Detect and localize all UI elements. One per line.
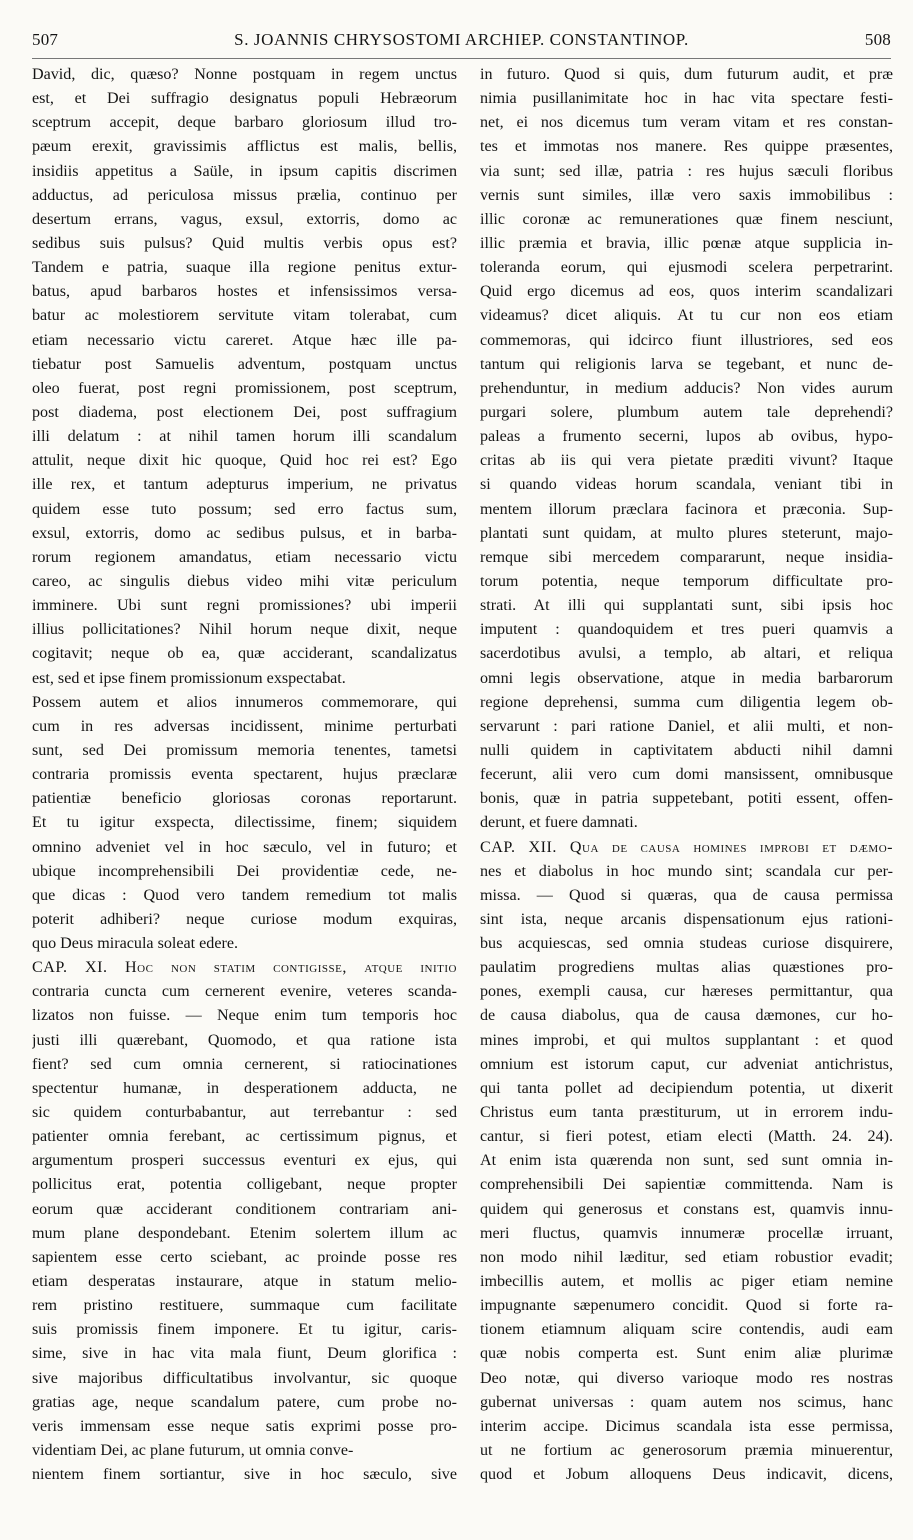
- text-line: videamus? dicet aliquis. At tu cur non eos etiam: [480, 307, 893, 325]
- text-line: critas ab iis qui vera pietate præditi vivunt? Itaque: [480, 452, 893, 470]
- text-line: David, dic, quæso? Nonne postquam in regem unctus: [32, 66, 457, 83]
- text-line: attulit, neque dixit hic quoque, Quid hoc rei est? Ego: [32, 452, 457, 470]
- text-line: illi delatum : at nihil tamen horum illi scandalum: [32, 428, 457, 446]
- text-line: fecerunt, alii vero cum domi mansissent, omnibusque: [480, 766, 893, 784]
- text-line: suis promissis finem imponere. Et tu igitur, caris-: [32, 1321, 457, 1339]
- text-line: rorum regionem amandatus, etiam necessario victu: [32, 548, 457, 566]
- text-line: imputent : quandoquidem et tres pueri quamvis a: [480, 621, 893, 639]
- text-line: si quando videas horum scandala, veniant tibi in: [480, 476, 893, 494]
- header-rule: [32, 58, 891, 59]
- text-line: imminere. Ubi sunt regni promissiones? ubi imperii: [32, 597, 457, 615]
- text-line: Christus eum tanta præstiturum, ut in errorem indu-: [480, 1104, 893, 1122]
- text-line: careo, ac singulis diebus video mihi vitæ periculum: [32, 572, 457, 590]
- text-line: paleas a frumento secerni, lupos ab ovibus, hypo-: [480, 428, 893, 446]
- text-line: torum potentia, neque temporum difficultate pro-: [480, 572, 893, 590]
- text-line: pollicitus erat, potentia colligebant, neque propter: [32, 1176, 457, 1194]
- text-line: paulatim progrediens multas alias quæstiones pro-: [480, 959, 893, 977]
- text-line: purgari solere, plumbum autem tale deprehendi?: [480, 403, 893, 421]
- text-line: omnino adveniet vel in hoc sæculo, vel in futuro; et: [32, 838, 457, 856]
- text-line: missa. — Quod si quæras, qua de causa permissa: [480, 886, 893, 904]
- text-line: gubernat universas : quam autem nos scimus, hanc: [480, 1393, 893, 1411]
- text-line: nulli quidem in captivitatem abducti nihil damni: [480, 741, 893, 759]
- page-number-left: 507: [32, 30, 59, 49]
- text-line: quo Deus miracula soleat edere.: [32, 935, 239, 953]
- text-line: interim accipe. Dicimus scandala ista esse permissa,: [480, 1417, 893, 1435]
- text-line: illic præmia et bravia, illic pœnæ atque supplicia in-: [480, 234, 893, 252]
- text-line: sive majoribus difficultatibus involvantur, sic quoque: [32, 1369, 457, 1387]
- text-line: in futuro. Quod si quis, dum futurum audit, et præ: [480, 66, 893, 83]
- text-line: toleranda eorum, qui ejusmodi scelera perpetrarint.: [480, 259, 893, 277]
- text-line: illic coronæ ac remunerationes quæ finem nesciunt,: [480, 210, 893, 228]
- text-line: Et tu igitur exspecta, dilectissime, finem; siquidem: [32, 814, 457, 832]
- text-line: rem pristino restituere, summaque cum facilitate: [32, 1297, 457, 1315]
- text-line: via sunt; sed illæ, patria : res hujus sæculi floribus: [480, 162, 893, 180]
- text-line: pones, exempli causa, cur hæreses permittantur, qua: [480, 983, 893, 1001]
- text-line: sacerdotibus avulsi, a templo, ab altari, et reliqua: [480, 645, 893, 663]
- running-title: S. JOANNIS CHRYSOSTOMI ARCHIEP. CONSTANTINOP.: [234, 30, 689, 49]
- text-line: Quid ergo dicemus ad eos, quos interim scandalizari: [480, 283, 893, 301]
- text-line: mentem illorum præclara facinora et præconia. Sup-: [480, 500, 893, 518]
- text-line: adductus, ad periculosa missus prælia, continuo per: [32, 186, 457, 204]
- text-line: prehenduntur, in medium adducis? Non vides aurum: [480, 379, 893, 397]
- text-line: de causa diabolus, qua de causa dæmones, cur ho-: [480, 1007, 893, 1025]
- text-line: remque sibi mercedem compararunt, neque insidia-: [480, 548, 893, 566]
- text-line: fient? sed cum omnia cernerent, si ratiocinationes: [32, 1055, 457, 1073]
- text-line: ubique incomprehensibili Dei providentiæ cede, ne-: [32, 862, 457, 880]
- text-line: bus acquiescas, sed omnia studeas curiose disquirere,: [480, 935, 893, 953]
- text-line: pæum erexit, gravissimis afflictus est malis, bellis,: [32, 138, 457, 156]
- text-line: imbecillis autem, et mollis ac piger etiam nemine: [480, 1273, 893, 1291]
- text-line: videntiam Dei, ac plane futurum, ut omnia conve-: [32, 1442, 354, 1460]
- text-line: meri fluctus, quamvis innumeræ procellæ irruant,: [480, 1224, 893, 1242]
- page-header: [32, 30, 891, 58]
- text-line: ille rex, et tantum adepturus imperium, ne privatus: [32, 476, 457, 494]
- text-line: commemoras, qui idcirco fiunt illustriores, sed eos: [480, 331, 893, 349]
- text-line: non modo nihil læditur, sed etiam robustior evadit;: [480, 1248, 893, 1266]
- text-line: plantati sunt quidam, at multo plures steterunt, majo-: [480, 524, 893, 542]
- text-line: nimia pusillanimitate hoc in hac vita spectare festi-: [480, 90, 893, 108]
- text-line: eorum quæ acciderant conditionem contrariam ani-: [32, 1200, 457, 1218]
- text-line: quidem esse tuto possum; sed erro factus sum,: [32, 500, 457, 518]
- text-line: etiam necessario victu careret. Atque hæc ille pa-: [32, 331, 457, 349]
- text-line: bonis, quæ in patria suppetebant, potiti essent, offen-: [480, 790, 893, 808]
- text-line: CAP. XI. Hoc non statim contigisse, atque initio: [32, 959, 457, 977]
- text-line: omnium est istorum caput, cur adveniat antichristus,: [480, 1055, 893, 1073]
- text-line: Deo notæ, qui diverso varioque modo res nostras: [480, 1369, 893, 1387]
- text-line: strati. At illi qui supplantati sunt, sibi ipsis hoc: [480, 597, 893, 615]
- text-line: quidem qui generosus et constans est, quamvis innu-: [480, 1200, 893, 1218]
- text-line: derunt, et fuere damnati.: [480, 814, 638, 832]
- text-line: tionem etiamnum aliquam scire contendis, audi eam: [480, 1321, 893, 1339]
- text-line: post diadema, post electionem Dei, post suffragium: [32, 403, 457, 421]
- text-line: cantur, si fieri potest, etiam electi (Matth. 24. 24).: [480, 1128, 893, 1146]
- text-line: regione deprehensi, summa cum diligentia legem ob-: [480, 693, 893, 711]
- text-line: quæ nobis comperta est. Sunt enim aliæ plurimæ: [480, 1345, 893, 1363]
- text-line: qui tanta pollet ad decipiendum potentia, ut dixerit: [480, 1079, 893, 1097]
- text-line: contraria promissis eventa spectarent, hujus præclaræ: [32, 766, 457, 784]
- text-line: At enim ista quærenda non sunt, sed sunt omnia in-: [480, 1152, 893, 1170]
- text-line: patienter omnia ferebant, ac certissimum pignus, et: [32, 1128, 457, 1146]
- text-line: comprehensibili Dei sapientiæ committenda. Nam is: [480, 1176, 893, 1194]
- text-line: batus, apud barbaros hostes et infensissimos versa-: [32, 283, 457, 301]
- text-line: nientem finem sortiantur, sive in hoc sæculo, sive: [32, 1466, 457, 1484]
- text-line: ut ne fortium ac generosorum præmia minuerentur,: [480, 1442, 893, 1460]
- text-line: patientiæ beneficio gloriosas coronas reportarunt.: [32, 790, 457, 808]
- text-line: net, ei nos dicemus tum veram vitam et res constan-: [480, 114, 893, 132]
- text-line: sapientem esse certo sciebant, ac proinde posse res: [32, 1248, 457, 1266]
- text-line: batur ac molestiorem servitute vitam tolerabat, cum: [32, 307, 457, 325]
- text-line: sint ista, neque arcanis dispensationum ejus rationi-: [480, 910, 893, 928]
- text-line: impugnante sæpenumero concidit. Quod si forte ra-: [480, 1297, 893, 1315]
- text-line: vernis sunt similes, illæ vero saxis immobilibus :: [480, 186, 893, 204]
- text-line: est, et Dei suffragio designatus populi Hebræorum: [32, 90, 457, 108]
- text-line: tantum qui religionis larva se tegebant, et nunc de-: [480, 355, 893, 373]
- text-line: justi illi quærebant, Quomodo, et qua ratione ista: [32, 1031, 457, 1049]
- text-line: veris immensam esse neque satis exprimi posse pro-: [32, 1417, 457, 1435]
- text-line: contraria cuncta cum cernerent evenire, veteres scanda-: [32, 983, 457, 1001]
- text-line: sceptrum accepit, deque barbaro gloriosum illud tro-: [32, 114, 457, 132]
- text-line: nes et diabolus in hoc mundo sint; scandala cur per-: [480, 862, 893, 880]
- text-line: CAP. XII. Qua de causa homines improbi et dæmo-: [480, 838, 893, 856]
- text-line: insidiis appetitus a Saüle, in ipsum capitis discrimen: [32, 162, 457, 180]
- text-line: etiam desperatas instaurare, atque in statum melio-: [32, 1273, 457, 1291]
- text-line: omni legis observatione, atque in media barbarorum: [480, 669, 893, 687]
- text-line: servarunt : pari ratione Daniel, et alii multi, et non-: [480, 717, 893, 735]
- text-line: Tandem e patria, suaque illa regione penitus extur-: [32, 259, 457, 277]
- text-line: est, sed et ipse finem promissionum exspectabat.: [32, 669, 346, 687]
- text-line: sic quidem conturbabantur, aut terrebantur : sed: [32, 1104, 457, 1122]
- text-line: cogitavit; neque ob ea, quæ acciderant, scandalizatus: [32, 645, 457, 663]
- text-line: mines improbi, et qui multos supplantant : et quod: [480, 1031, 893, 1049]
- text-line: Possem autem et alios innumeros commemorare, qui: [32, 693, 457, 711]
- text-line: mum plane despondebant. Etenim solertem illum ac: [32, 1224, 457, 1242]
- text-line: desertum errans, vagus, exsul, extorris, domo ac: [32, 210, 457, 228]
- text-line: cum in res adversas incidissent, minime perturbati: [32, 717, 457, 735]
- text-line: sime, sive in hac vita mala fiunt, Deum glorifica :: [32, 1345, 457, 1363]
- text-line: gratias age, neque scandalum patere, cum probe no-: [32, 1393, 457, 1411]
- text-line: spectentur humanæ, in desperationem adducta, ne: [32, 1079, 457, 1097]
- text-line: lizatos non fuisse. — Neque enim tum temporis hoc: [32, 1007, 457, 1025]
- page-number-right: 508: [864, 30, 891, 49]
- text-line: quod et Jobum alloquens Deus indicavit, dicens,: [480, 1466, 893, 1484]
- text-line: tes et immotas nos manere. Res quippe præsentes,: [480, 138, 893, 156]
- left-column: [32, 63, 457, 1487]
- text-line: sunt, sed Dei promissum memoria tenentes, tametsi: [32, 741, 457, 759]
- text-line: oleo fuerat, post regni promissionem, post sceptrum,: [32, 379, 457, 397]
- text-line: tiebatur post Samuelis adventum, postquam unctus: [32, 355, 457, 373]
- text-line: sedibus suis pulsus? Quid multis verbis opus est?: [32, 234, 457, 252]
- text-line: poterit adhiberi? neque curiose modum exquiras,: [32, 910, 457, 928]
- text-line: illius pollicitationes? Nihil horum neque dixit, neque: [32, 621, 457, 639]
- text-line: argumentum prosperi successus eventuri ex ejus, qui: [32, 1152, 457, 1170]
- right-column: [480, 63, 893, 1487]
- text-line: que dicas : Quod vero tandem remedium tot malis: [32, 886, 457, 904]
- text-line: exsul, extorris, domo ac sedibus pulsus, et in barba-: [32, 524, 457, 542]
